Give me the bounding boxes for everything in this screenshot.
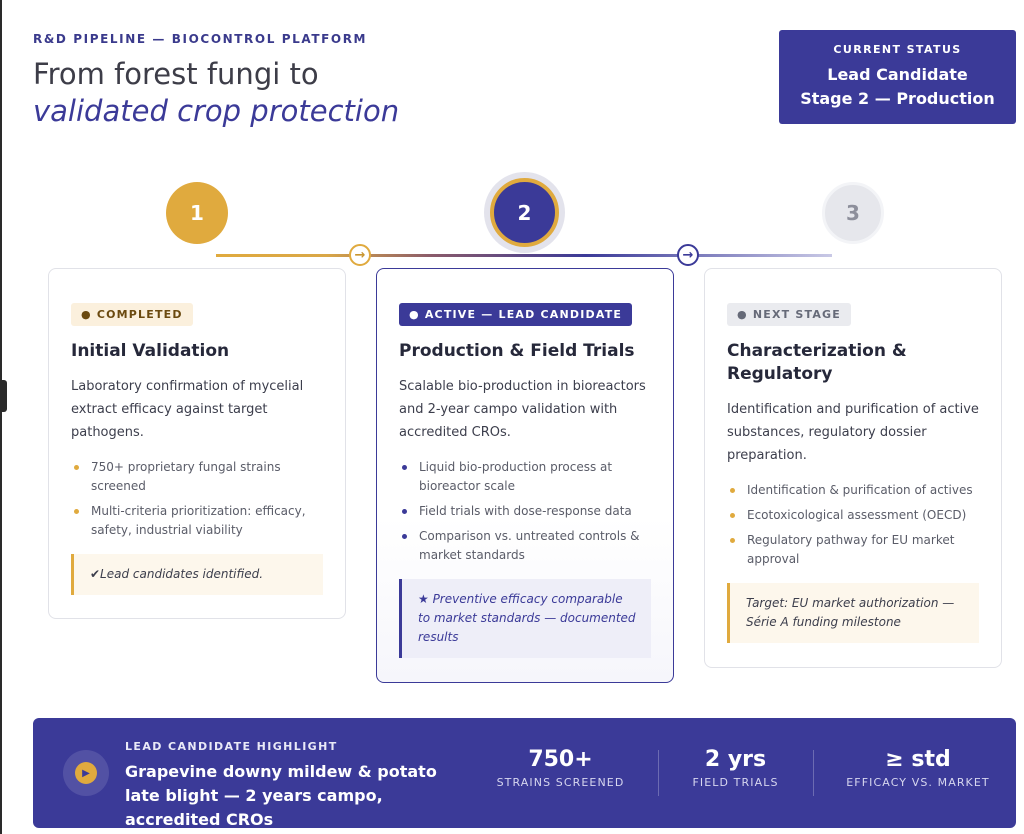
window-left-edge	[0, 0, 2, 834]
stat-field-trials	[673, 746, 798, 789]
current-status-box	[779, 30, 1016, 124]
list-item-text: Identification & purification of actives	[747, 483, 973, 497]
list-item	[71, 458, 323, 496]
eyebrow-label: R&D PIPELINE — BIOCONTROL PLATFORM	[33, 32, 368, 46]
status-label: CURRENT STATUS	[833, 43, 962, 56]
play-triangle-icon: ▶	[75, 762, 97, 784]
list-item	[71, 502, 323, 540]
stage-description: Laboratory confirmation of mycelial extract efficacy against target pathogens.	[71, 379, 304, 440]
bullet-dot-icon	[74, 465, 79, 470]
badge-text: NEXT STAGE	[752, 308, 841, 321]
stage-card-production-field-trials	[376, 268, 674, 683]
stage-description: Scalable bio-production in bioreactors and 2-year campo validation with accredited CROs.	[399, 379, 646, 440]
stat-divider	[813, 750, 814, 796]
list-item-text: Liquid bio-production process at bioreactor scale	[419, 460, 613, 493]
page-title	[33, 56, 399, 130]
list-item	[399, 458, 651, 496]
bullet-dot-icon	[402, 534, 407, 539]
list-item	[727, 531, 979, 569]
step-2-marker: 2	[490, 178, 559, 247]
bullet-dot-icon	[402, 465, 407, 470]
list-item	[399, 502, 651, 521]
list-item-text: Ecotoxicological assessment (OECD)	[747, 508, 967, 522]
status-badge: ● ACTIVE — LEAD CANDIDATE	[399, 303, 632, 326]
status-value-line-2: Stage 2 — Production	[800, 89, 995, 108]
status-badge: ● NEXT STAGE	[727, 303, 851, 326]
play-icon[interactable]	[63, 750, 109, 796]
highlight-label: LEAD CANDIDATE HIGHLIGHT	[125, 740, 338, 753]
stage-callout: Target: EU market authorization — Série A funding milestone	[727, 583, 979, 643]
status-value-line-1: Lead Candidate	[827, 65, 968, 84]
list-item	[727, 506, 979, 525]
bullet-dot-icon	[730, 513, 735, 518]
badge-text: COMPLETED	[96, 308, 183, 321]
list-item-text: Field trials with dose-response data	[419, 504, 632, 518]
stat-strains-screened	[493, 746, 628, 789]
badge-text: ACTIVE — LEAD CANDIDATE	[424, 308, 623, 321]
side-drag-handle[interactable]	[0, 380, 7, 412]
title-line-1: From forest fungi to	[33, 57, 319, 91]
stat-efficacy-vs-market	[838, 746, 998, 789]
stage-callout: ★ Preventive efficacy comparable to market standards — documented results	[399, 579, 651, 658]
stat-value: 2 yrs	[704, 747, 767, 772]
bullet-dot-icon	[74, 509, 79, 514]
lead-candidate-highlight-bar	[33, 718, 1016, 828]
stage-card-characterization-regulatory	[704, 268, 1002, 668]
stat-divider	[658, 750, 659, 796]
stat-value: 750+	[528, 747, 593, 772]
stage-title: Initial Validation	[71, 341, 230, 361]
list-item	[727, 481, 979, 500]
stage-description: Identification and purification of active substances, regulatory dossier preparation.	[727, 402, 979, 463]
bullet-dot-icon	[730, 538, 735, 543]
list-item-text: 750+ proprietary fungal strains screened	[91, 460, 281, 493]
list-item-text: Regulatory pathway for EU market approval	[747, 533, 955, 566]
bullet-dot-icon	[730, 488, 735, 493]
stage-title: Production & Field Trials	[399, 341, 635, 361]
step-1-marker: 1	[166, 182, 228, 244]
list-item-text: Comparison vs. untreated controls & market standards	[419, 529, 640, 562]
stat-label: STRAINS SCREENED	[496, 776, 625, 789]
stage-callout: ✔Lead candidates identified.	[71, 554, 323, 595]
bullet-dot-icon	[402, 509, 407, 514]
timeline-track	[216, 254, 832, 257]
list-item-text: Multi-criteria prioritization: efficacy, safety, industrial viability	[91, 504, 306, 537]
stage-bullet-list	[71, 458, 323, 540]
title-line-2: validated crop protection	[33, 94, 400, 128]
stage-bullet-list	[727, 481, 979, 569]
stage-title: Characterization & Regulatory	[727, 341, 907, 384]
arrow-right-icon: →	[677, 244, 699, 266]
stage-card-initial-validation	[48, 268, 346, 619]
status-badge: ● COMPLETED	[71, 303, 193, 326]
list-item	[399, 527, 651, 565]
stat-value: ≥ std	[885, 747, 951, 772]
highlight-text: Grapevine downy mildew & potato late blight — 2 years campo, accredited CROs	[125, 762, 437, 829]
stat-label: FIELD TRIALS	[692, 776, 779, 789]
arrow-right-icon: →	[349, 244, 371, 266]
stage-bullet-list	[399, 458, 651, 565]
stat-label: EFFICACY VS. MARKET	[846, 776, 990, 789]
step-3-marker: 3	[822, 182, 884, 244]
